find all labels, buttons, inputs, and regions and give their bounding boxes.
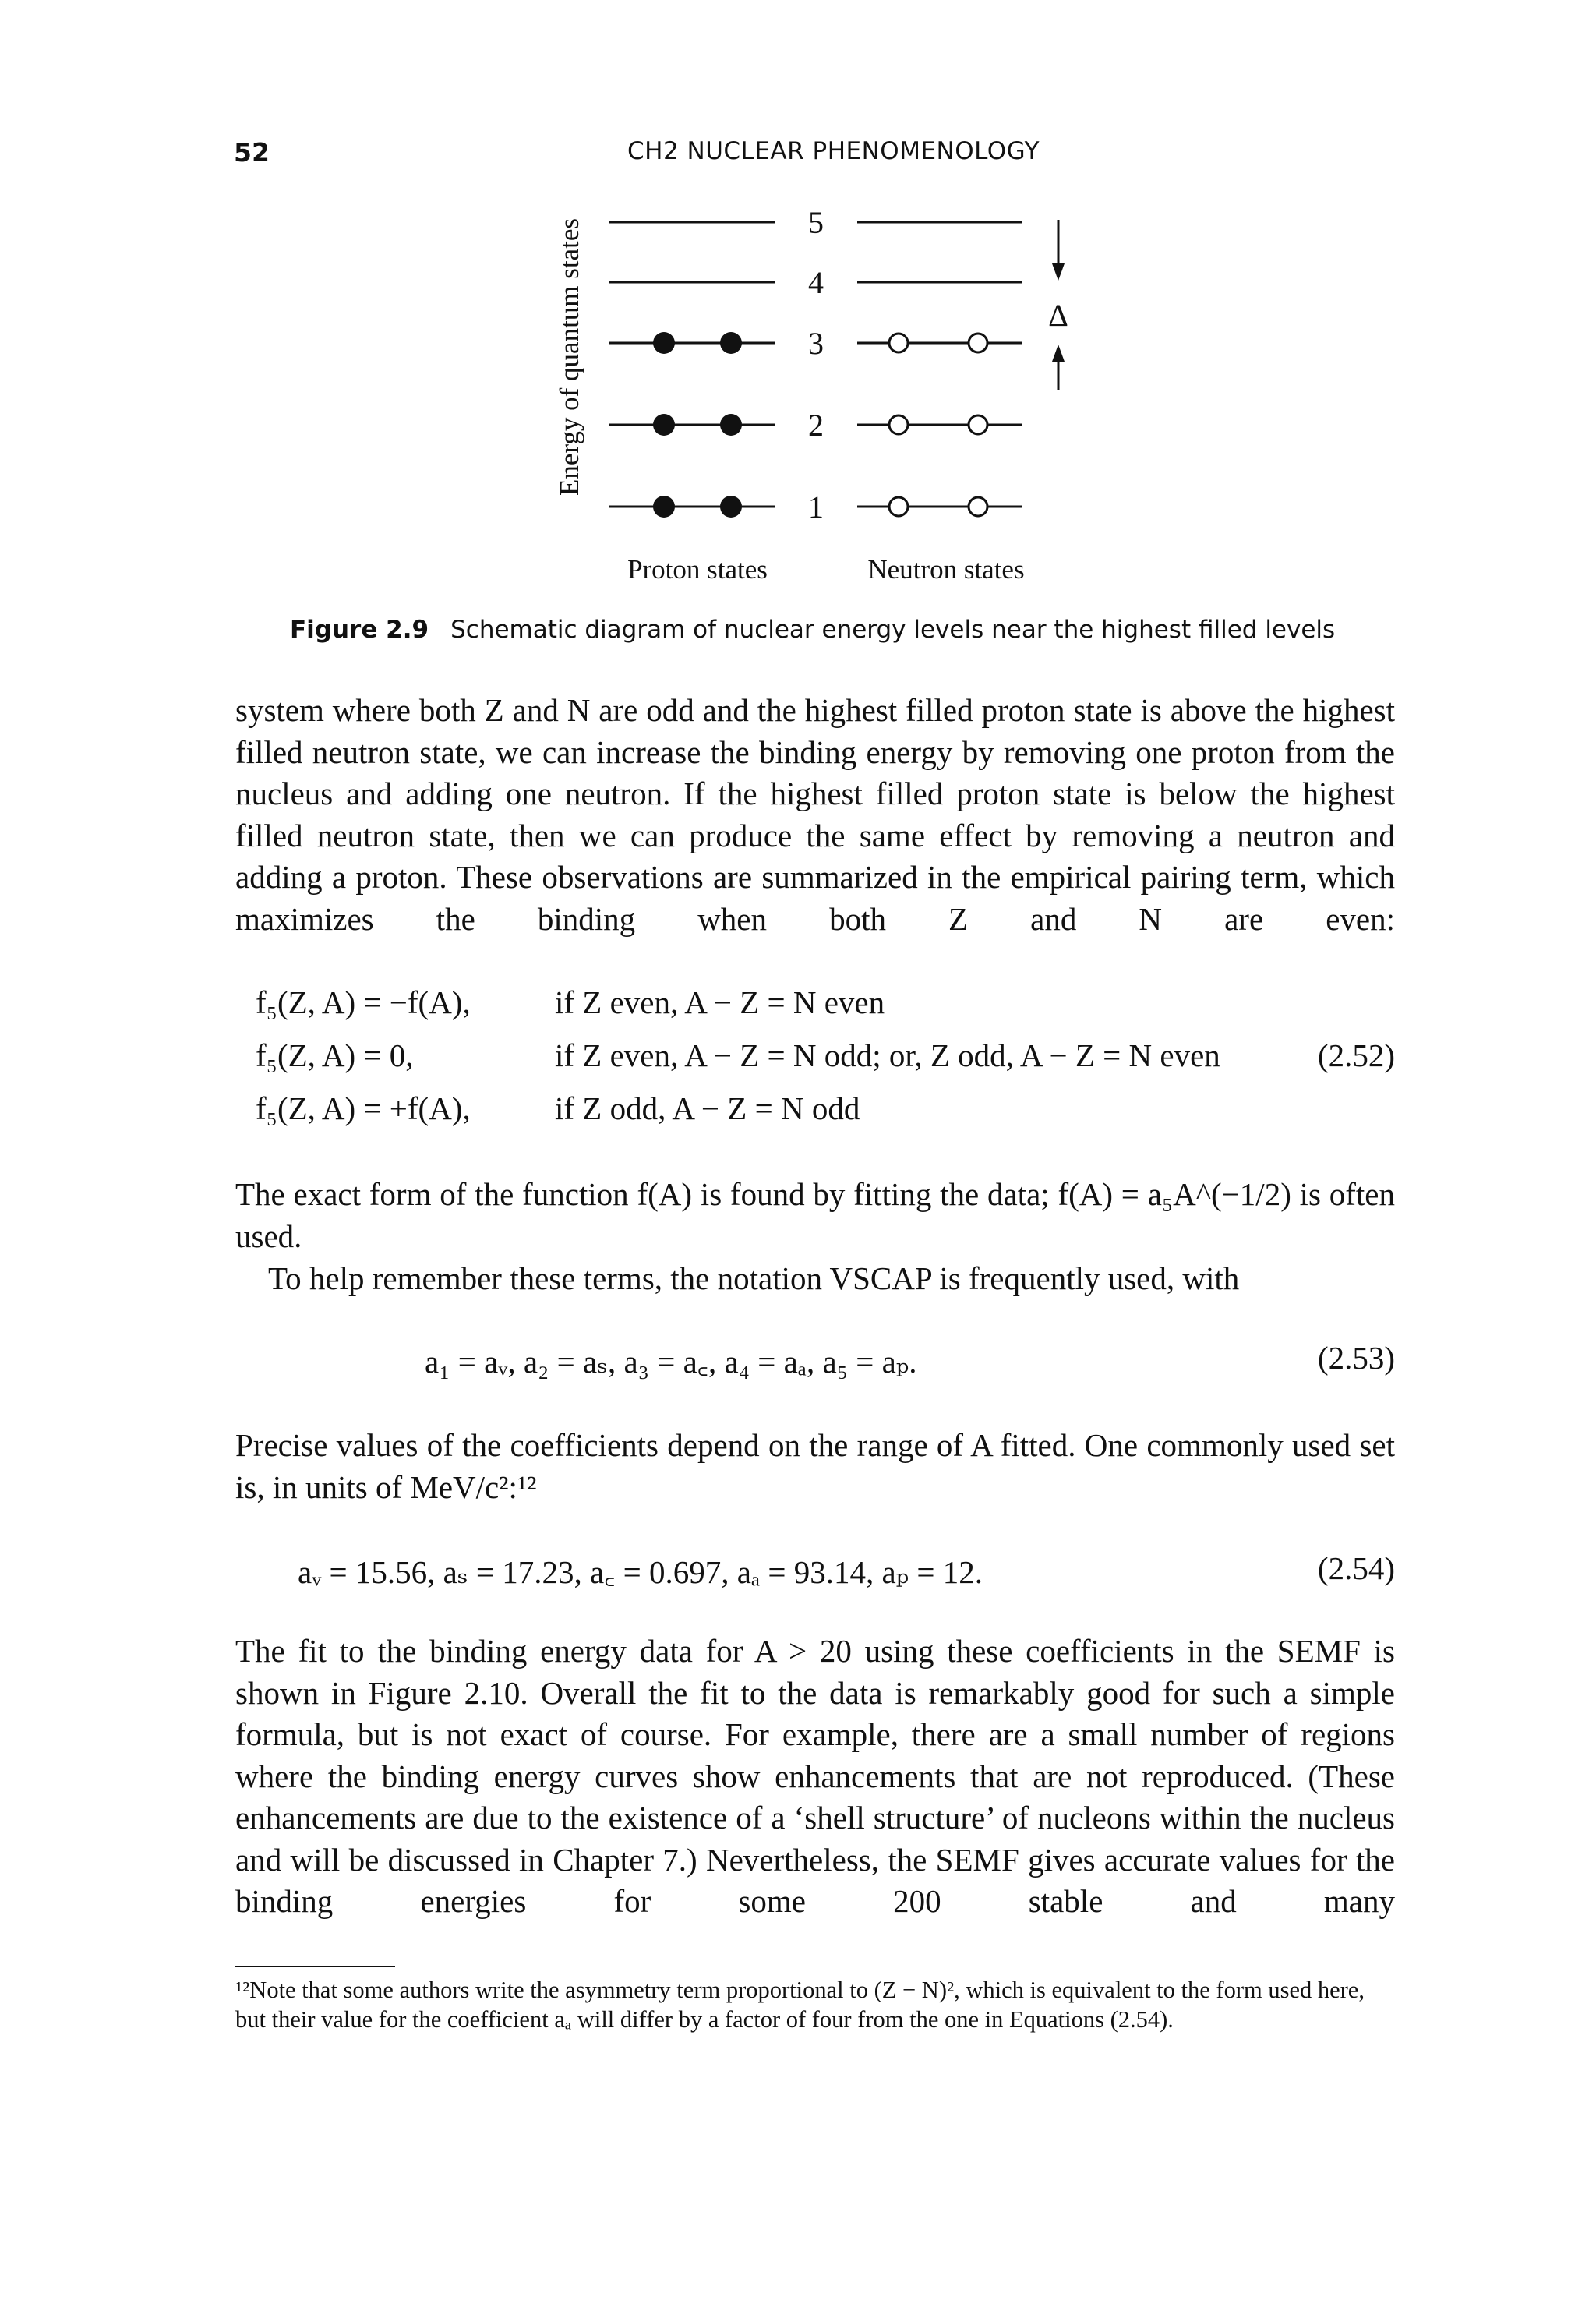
body-paragraph-1: system where both Z and N are odd and the highest filled proton state is above the highest filled neutron state, we can increase the binding energy by removing one proton from the nucleus and adding one neutron. If the highest filled proton state is below the highest filled neutron state, then we can produce the same effect by removing a neutron and adding a proton. These observations are summarized in the empirical pairing term, which maximizes the binding when both Z and N are even:: [235, 692, 1395, 937]
figure-caption-label: Figure 2.9: [290, 616, 429, 644]
eq-2-54: aᵥ = 15.56, aₛ = 17.23, a꜀ = 0.697, aₐ = 93.14, aₚ = 12.: [298, 1554, 983, 1590]
proton-2-2: [720, 414, 742, 436]
eq-2-52-line-3-lhs: f₅(Z, A) = +f(A),: [256, 1090, 471, 1126]
eq-2-53: a₁ = aᵥ, a₂ = aₛ, a₃ = a꜀, a₄ = aₐ, a₅ = aₚ.: [425, 1344, 917, 1380]
level-number-5: 5: [808, 205, 824, 240]
level-number-2: 2: [808, 408, 824, 443]
energy-level-diagram: [0, 0, 1596, 608]
body-paragraph-2: The exact form of the function f(A) is found by fitting the data; f(A) = a₅A^(−1/2) is often used.: [235, 1176, 1395, 1254]
proton-1-1: [653, 496, 675, 518]
proton-2-1: [653, 414, 675, 436]
neutron-3-1: [889, 334, 908, 352]
neutron-2-2: [969, 415, 987, 434]
neutron-3-2: [969, 334, 987, 352]
level-number-3: 3: [808, 326, 824, 361]
level-lines: [609, 205, 1022, 525]
proton-3-1: [653, 332, 675, 354]
level-number-4: 4: [808, 265, 824, 300]
body-paragraph-4: Precise values of the coefficients depend on the range of A fitted. One commonly used set is, in units of MeV/c²:¹²: [235, 1427, 1395, 1505]
eq-2-52-line-2-lhs: f₅(Z, A) = 0,: [256, 1037, 414, 1073]
delta-indicator: [1048, 220, 1068, 390]
eq-2-54-number: (2.54): [1317, 1550, 1395, 1586]
neutron-1-1: [889, 497, 908, 516]
footnote-rule: [235, 1966, 395, 1967]
eq-2-52-line-2-rhs: if Z even, A − Z = N odd; or, Z odd, A − Z = N even: [555, 1037, 1220, 1073]
eq-2-52-line-1-rhs: if Z even, A − Z = N even: [555, 984, 885, 1020]
neutron-states-label: Neutron states: [867, 554, 1025, 585]
eq-2-53-number: (2.53): [1317, 1340, 1395, 1376]
figure-caption-text: Schematic diagram of nuclear energy levels near the highest filled levels: [450, 616, 1336, 644]
eq-2-52-line-1-lhs: f₅(Z, A) = −f(A),: [256, 984, 471, 1020]
neutron-2-1: [889, 415, 908, 434]
page-number: 52: [234, 137, 270, 168]
eq-2-52-line-3-rhs: if Z odd, A − Z = N odd: [555, 1090, 860, 1126]
y-axis-label: Energy of quantum states: [554, 217, 584, 496]
neutron-1-2: [969, 497, 987, 516]
body-paragraph-5: The fit to the binding energy data for A > 20 using these coefficients in the SEMF is shown in Figure 2.10. Overall the fit to the data is remarkably good for such a simple formula, but is not exact of course. For example, there are a small number of regions where the binding energy curves show enhancements that are not reproduced. (These enhancements are due to the existence of a ‘shell structure’ of nucleons within the nucleus and will be discussed in Chapter 7.) Nevertheless, the SEMF gives accurate values for the binding energies for some 200 stable and many: [235, 1633, 1395, 1919]
footnote-12: ¹²Note that some authors write the asymmetry term proportional to (Z − N)², which is equivalent to the form used here, but their value for the coefficient aₐ will differ by a factor of four from the one in Equations (2.54).: [235, 1977, 1365, 2033]
running-title: CH2 NUCLEAR PHENOMENOLOGY: [627, 137, 1040, 165]
proton-1-2: [720, 496, 742, 518]
level-number-1: 1: [808, 489, 824, 525]
delta-symbol: Δ: [1048, 298, 1068, 333]
figure-caption: [290, 616, 1335, 644]
proton-3-2: [720, 332, 742, 354]
eq-2-52-number: (2.52): [1317, 1037, 1395, 1073]
body-paragraph-3: To help remember these terms, the notation VSCAP is frequently used, with: [268, 1260, 1240, 1296]
proton-states-label: Proton states: [627, 554, 768, 585]
